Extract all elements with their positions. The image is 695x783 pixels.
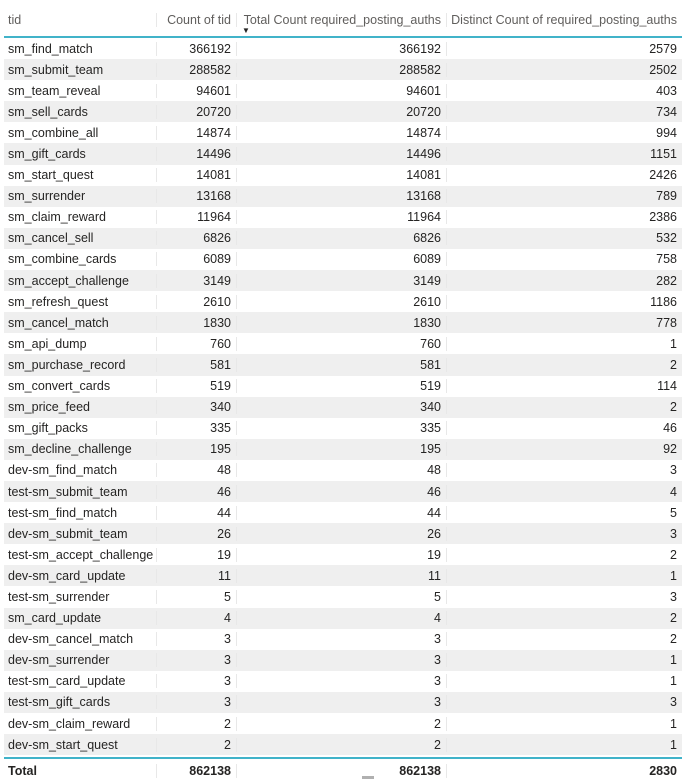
cell-distinct-count: 2 — [446, 548, 682, 562]
cell-tid: test-sm_card_update — [8, 674, 126, 689]
table-row[interactable] — [4, 291, 682, 312]
table-row[interactable] — [4, 80, 682, 101]
cell-tid: sm_decline_challenge — [8, 442, 132, 457]
cell-count-of-tid: 519 — [156, 379, 236, 393]
table-row[interactable] — [4, 397, 682, 418]
cell-total-count: 26 — [236, 527, 446, 541]
cell-total-count: 94601 — [236, 84, 446, 98]
cell-distinct-count: 2 — [446, 611, 682, 625]
cell-distinct-count: 1 — [446, 674, 682, 688]
cell-distinct-count: 994 — [446, 126, 682, 140]
cell-total-count: 11 — [236, 569, 446, 583]
table-row[interactable] — [4, 143, 682, 164]
cell-total-count: 46 — [236, 485, 446, 499]
cell-total-count: 19 — [236, 548, 446, 562]
cell-tid: dev-sm_card_update — [8, 568, 126, 583]
data-table — [4, 4, 682, 783]
cell-tid: dev-sm_find_match — [8, 463, 118, 478]
cell-distinct-count: 2 — [446, 358, 682, 372]
cell-total-count: 340 — [236, 400, 446, 414]
cell-distinct-count: 4 — [446, 485, 682, 499]
cell-count-of-tid: 1830 — [156, 316, 236, 330]
cell-tid: test-sm_gift_cards — [8, 695, 111, 710]
table-row[interactable] — [4, 523, 682, 544]
table-row[interactable] — [4, 165, 682, 186]
table-row[interactable] — [4, 586, 682, 607]
cell-total-count: 366192 — [236, 42, 446, 56]
table-row[interactable] — [4, 734, 682, 755]
header-count-of-tid[interactable]: Count of tid — [156, 13, 236, 27]
sort-descending-icon[interactable]: ▼ — [242, 26, 250, 35]
cell-total-count: 44 — [236, 506, 446, 520]
cell-total-count: 11964 — [236, 210, 446, 224]
table-row[interactable] — [4, 38, 682, 59]
cell-distinct-count: 1 — [446, 569, 682, 583]
cell-tid: sm_gift_packs — [8, 421, 88, 436]
table-total-row — [4, 757, 682, 783]
cell-total-count: 195 — [236, 442, 446, 456]
table-row[interactable] — [4, 502, 682, 523]
cell-distinct-count: 778 — [446, 316, 682, 330]
table-row[interactable] — [4, 101, 682, 122]
cell-total-count: 2610 — [236, 295, 446, 309]
cell-distinct-count: 1 — [446, 653, 682, 667]
cell-count-of-tid: 4 — [156, 611, 236, 625]
horizontal-scrollbar[interactable] — [362, 776, 374, 779]
cell-tid: sm_surrender — [8, 189, 86, 204]
cell-tid: test-sm_find_match — [8, 505, 118, 520]
cell-count-of-tid: 195 — [156, 442, 236, 456]
cell-count-of-tid: 335 — [156, 421, 236, 435]
cell-count-of-tid: 19 — [156, 548, 236, 562]
cell-tid: sm_sell_cards — [8, 104, 88, 119]
table-row[interactable] — [4, 59, 682, 80]
cell-distinct-count: 1 — [446, 717, 682, 731]
cell-tid: sm_team_reveal — [8, 83, 101, 98]
cell-count-of-tid: 760 — [156, 337, 236, 351]
total-total-count: 862138 — [236, 764, 446, 778]
table-body — [4, 38, 682, 755]
cell-tid: dev-sm_start_quest — [8, 737, 118, 752]
cell-count-of-tid: 13168 — [156, 189, 236, 203]
cell-distinct-count: 3 — [446, 527, 682, 541]
header-total-count[interactable]: Total Count required_posting_auths — [236, 13, 446, 27]
cell-distinct-count: 3 — [446, 695, 682, 709]
table-row[interactable] — [4, 228, 682, 249]
cell-count-of-tid: 26 — [156, 527, 236, 541]
cell-total-count: 2 — [236, 717, 446, 731]
cell-count-of-tid: 44 — [156, 506, 236, 520]
table-row[interactable] — [4, 650, 682, 671]
cell-total-count: 14496 — [236, 147, 446, 161]
total-count-of-tid: 862138 — [156, 764, 236, 778]
header-distinct-count[interactable]: Distinct Count of required_posting_auths — [446, 13, 682, 27]
cell-total-count: 3 — [236, 653, 446, 667]
cell-count-of-tid: 14081 — [156, 168, 236, 182]
cell-distinct-count: 114 — [446, 379, 682, 393]
cell-tid: test-sm_surrender — [8, 589, 110, 604]
cell-total-count: 20720 — [236, 105, 446, 119]
cell-distinct-count: 1 — [446, 337, 682, 351]
cell-count-of-tid: 48 — [156, 463, 236, 477]
cell-tid: sm_start_quest — [8, 168, 94, 183]
cell-tid: sm_cancel_sell — [8, 231, 94, 246]
table-row[interactable] — [4, 608, 682, 629]
cell-count-of-tid: 3 — [156, 632, 236, 646]
table-row[interactable] — [4, 629, 682, 650]
cell-distinct-count: 5 — [446, 506, 682, 520]
table-row[interactable] — [4, 249, 682, 270]
cell-tid: sm_api_dump — [8, 336, 87, 351]
cell-distinct-count: 1 — [446, 738, 682, 752]
cell-count-of-tid: 581 — [156, 358, 236, 372]
table-row[interactable] — [4, 418, 682, 439]
cell-total-count: 519 — [236, 379, 446, 393]
cell-count-of-tid: 3 — [156, 695, 236, 709]
table-row[interactable] — [4, 270, 682, 291]
cell-total-count: 48 — [236, 463, 446, 477]
cell-distinct-count: 2 — [446, 632, 682, 646]
cell-total-count: 6089 — [236, 252, 446, 266]
cell-tid: sm_gift_cards — [8, 147, 86, 162]
table-row[interactable] — [4, 354, 682, 375]
cell-tid: dev-sm_submit_team — [8, 526, 128, 541]
cell-count-of-tid: 94601 — [156, 84, 236, 98]
cell-total-count: 3 — [236, 674, 446, 688]
cell-total-count: 3 — [236, 695, 446, 709]
cell-count-of-tid: 20720 — [156, 105, 236, 119]
cell-total-count: 2 — [236, 738, 446, 752]
cell-total-count: 335 — [236, 421, 446, 435]
table-row[interactable] — [4, 713, 682, 734]
cell-tid: dev-sm_cancel_match — [8, 632, 134, 647]
cell-total-count: 581 — [236, 358, 446, 372]
cell-count-of-tid: 3149 — [156, 274, 236, 288]
cell-tid: sm_cancel_match — [8, 315, 109, 330]
cell-tid: sm_combine_cards — [8, 252, 117, 267]
cell-tid: sm_convert_cards — [8, 379, 111, 394]
total-label: Total — [8, 764, 37, 779]
cell-tid: dev-sm_surrender — [8, 653, 110, 668]
cell-count-of-tid: 340 — [156, 400, 236, 414]
cell-tid: sm_claim_reward — [8, 210, 106, 225]
cell-count-of-tid: 366192 — [156, 42, 236, 56]
cell-distinct-count: 789 — [446, 189, 682, 203]
cell-distinct-count: 92 — [446, 442, 682, 456]
cell-count-of-tid: 11964 — [156, 210, 236, 224]
cell-count-of-tid: 2610 — [156, 295, 236, 309]
cell-count-of-tid: 14874 — [156, 126, 236, 140]
table-row[interactable] — [4, 312, 682, 333]
cell-count-of-tid: 2 — [156, 738, 236, 752]
table-row[interactable] — [4, 333, 682, 354]
table-row[interactable] — [4, 481, 682, 502]
cell-tid: sm_purchase_record — [8, 357, 126, 372]
cell-total-count: 14081 — [236, 168, 446, 182]
cell-distinct-count: 282 — [446, 274, 682, 288]
cell-distinct-count: 2502 — [446, 63, 682, 77]
cell-tid: sm_accept_challenge — [8, 273, 129, 288]
cell-total-count: 760 — [236, 337, 446, 351]
table-row[interactable] — [4, 692, 682, 713]
cell-tid: test-sm_accept_challenge — [8, 547, 154, 562]
cell-total-count: 288582 — [236, 63, 446, 77]
cell-tid: sm_card_update — [8, 611, 102, 626]
cell-distinct-count: 3 — [446, 463, 682, 477]
cell-distinct-count: 1151 — [446, 147, 682, 161]
cell-total-count: 6826 — [236, 231, 446, 245]
cell-count-of-tid: 2 — [156, 717, 236, 731]
cell-distinct-count: 403 — [446, 84, 682, 98]
cell-count-of-tid: 3 — [156, 674, 236, 688]
table-header — [4, 4, 682, 38]
cell-count-of-tid: 6089 — [156, 252, 236, 266]
table-row[interactable] — [4, 207, 682, 228]
table-row[interactable] — [4, 565, 682, 586]
cell-count-of-tid: 5 — [156, 590, 236, 604]
cell-tid: dev-sm_claim_reward — [8, 716, 131, 731]
cell-count-of-tid: 6826 — [156, 231, 236, 245]
cell-count-of-tid: 11 — [156, 569, 236, 583]
cell-distinct-count: 532 — [446, 231, 682, 245]
cell-total-count: 3149 — [236, 274, 446, 288]
cell-distinct-count: 2426 — [446, 168, 682, 182]
header-tid[interactable]: tid — [8, 13, 22, 27]
cell-total-count: 5 — [236, 590, 446, 604]
cell-total-count: 1830 — [236, 316, 446, 330]
cell-total-count: 14874 — [236, 126, 446, 140]
cell-distinct-count: 3 — [446, 590, 682, 604]
total-distinct-count: 2830 — [446, 764, 682, 778]
cell-distinct-count: 1186 — [446, 295, 682, 309]
cell-total-count: 3 — [236, 632, 446, 646]
cell-count-of-tid: 3 — [156, 653, 236, 667]
cell-distinct-count: 758 — [446, 252, 682, 266]
table-row[interactable] — [4, 671, 682, 692]
cell-distinct-count: 2 — [446, 400, 682, 414]
cell-total-count: 13168 — [236, 189, 446, 203]
cell-distinct-count: 2579 — [446, 42, 682, 56]
table-row[interactable] — [4, 544, 682, 565]
cell-tid: sm_submit_team — [8, 62, 104, 77]
cell-count-of-tid: 14496 — [156, 147, 236, 161]
cell-tid: test-sm_submit_team — [8, 484, 128, 499]
cell-tid: sm_find_match — [8, 41, 93, 56]
cell-distinct-count: 734 — [446, 105, 682, 119]
cell-distinct-count: 2386 — [446, 210, 682, 224]
cell-tid: sm_combine_all — [8, 125, 99, 140]
cell-count-of-tid: 46 — [156, 485, 236, 499]
table-row[interactable] — [4, 439, 682, 460]
table-row[interactable] — [4, 460, 682, 481]
table-row[interactable] — [4, 376, 682, 397]
table-row[interactable] — [4, 122, 682, 143]
cell-tid: sm_refresh_quest — [8, 294, 109, 309]
cell-total-count: 4 — [236, 611, 446, 625]
table-row[interactable] — [4, 186, 682, 207]
cell-distinct-count: 46 — [446, 421, 682, 435]
cell-tid: sm_price_feed — [8, 400, 90, 415]
cell-count-of-tid: 288582 — [156, 63, 236, 77]
